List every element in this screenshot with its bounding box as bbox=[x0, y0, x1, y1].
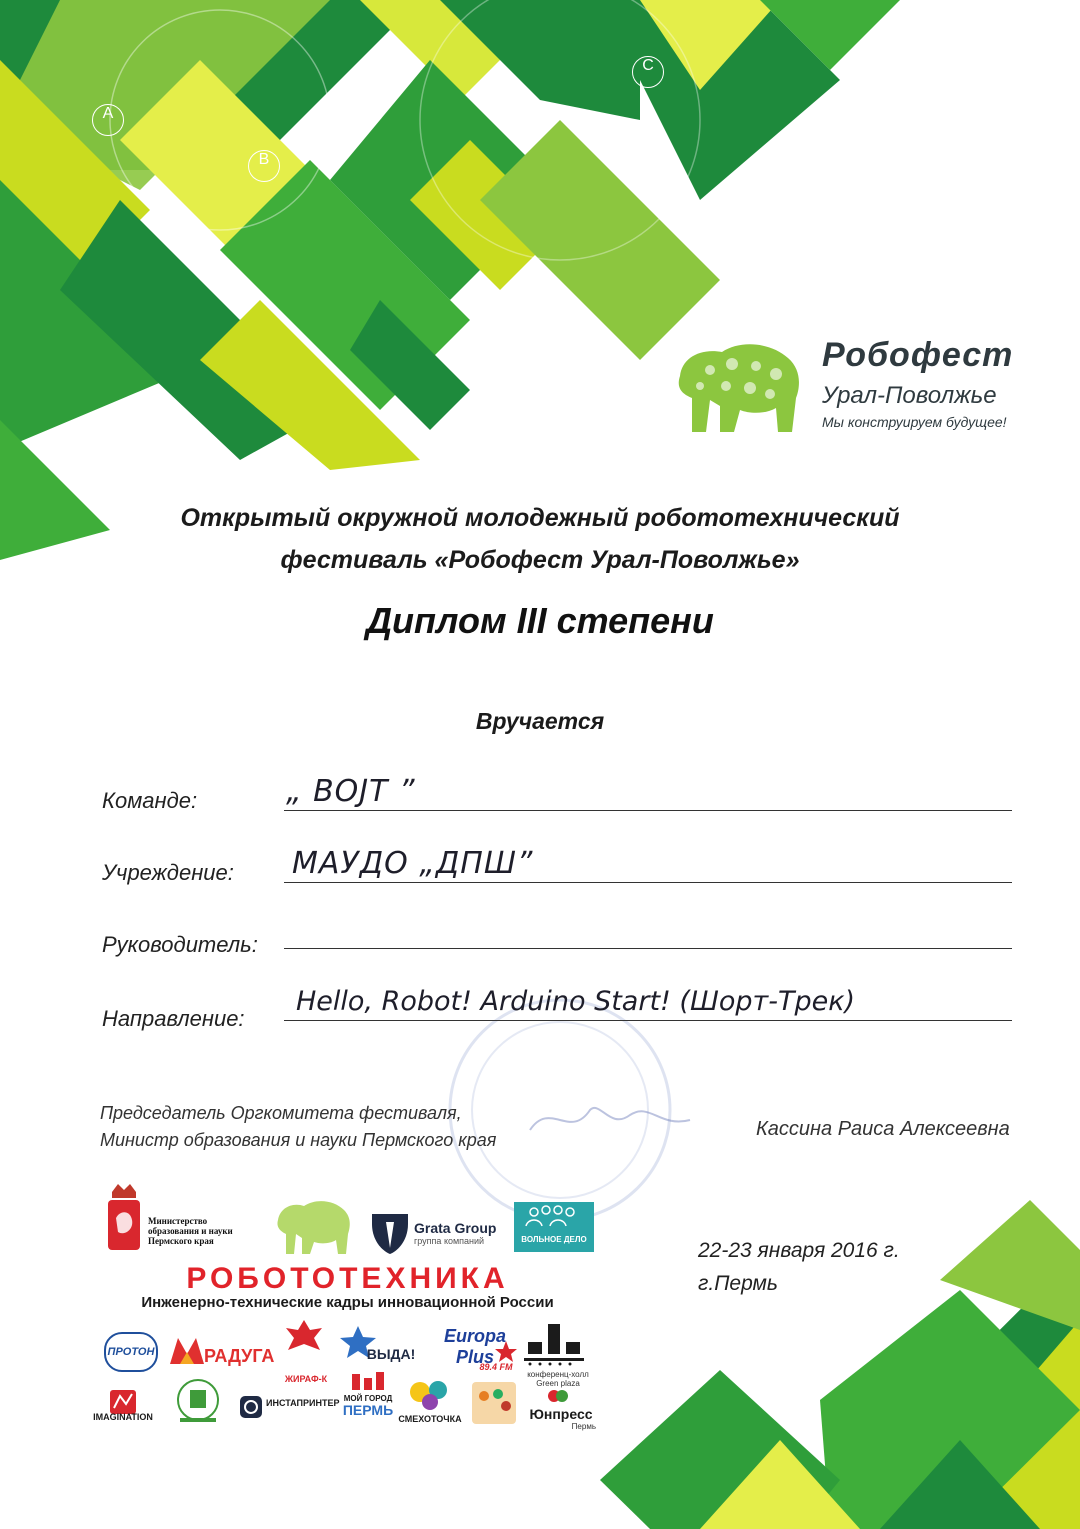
grata-group-icon bbox=[370, 1212, 410, 1256]
giraf-label: ЖИРАФ-К bbox=[284, 1374, 328, 1384]
yunpress-icon bbox=[546, 1386, 570, 1406]
chairman-position bbox=[100, 1100, 496, 1154]
robotics-subtitle: Инженерно-технические кадры инновационной России bbox=[141, 1294, 554, 1311]
logo-tagline: Мы конструируем будущее! bbox=[822, 414, 1007, 430]
europa-frequency: 89.4 FM bbox=[479, 1362, 513, 1372]
direction-label: Направление: bbox=[102, 1006, 245, 1031]
proton-logo: ПРОТОН bbox=[104, 1332, 158, 1372]
logo-title: Робофест bbox=[822, 336, 1014, 374]
decor-letter-b: B bbox=[248, 150, 280, 182]
smehotochka-icon bbox=[408, 1378, 452, 1412]
raduga-icon bbox=[170, 1334, 204, 1364]
school-emblem-icon bbox=[176, 1376, 220, 1426]
institution-label: Учреждение: bbox=[102, 860, 234, 885]
team-value: „ BOJT ” bbox=[286, 774, 416, 809]
robofest-logo bbox=[670, 330, 1030, 440]
bear-icon bbox=[670, 336, 810, 436]
festival-heading-line1: Открытый окружной молодежный робототехнический bbox=[180, 504, 900, 532]
supervisor-line bbox=[284, 948, 1012, 949]
europa-star-icon bbox=[494, 1340, 518, 1364]
festival-heading-line2: фестиваль «Робофест Урал-Поволжье» bbox=[280, 546, 800, 574]
people-icon bbox=[514, 1202, 594, 1230]
awarded-label: Вручается bbox=[475, 708, 605, 734]
europa-plus-logo: Europa Plus bbox=[443, 1326, 506, 1367]
volnoe-delo-label: ВОЛЬНОЕ ДЕЛО bbox=[521, 1235, 587, 1244]
chairman-name: Кассина Раиса Алексеевна bbox=[756, 1118, 1010, 1140]
decor-letter-c: C bbox=[632, 56, 664, 88]
perm-coat-of-arms-icon bbox=[104, 1184, 144, 1254]
ministry-logo-text: Министерство образования и науки Пермского края bbox=[148, 1216, 233, 1246]
direction-line bbox=[284, 1020, 1012, 1021]
green-plaza-building-icon bbox=[524, 1322, 584, 1366]
robotics-logo-text: РОБОТОТЕХНИКА bbox=[186, 1262, 509, 1295]
raduga-label: РАДУГА bbox=[204, 1346, 275, 1366]
perm-label: ПЕРМЬ bbox=[342, 1402, 394, 1418]
grata-group-sub: группа компаний bbox=[414, 1236, 485, 1246]
moy-gorod-label: МОЙ ГОРОД bbox=[343, 1394, 393, 1403]
direction-value: Hello, Robot! Arduino Start! (Шорт-Трек) bbox=[296, 986, 856, 1017]
event-date: 22-23 января 2016 г. bbox=[698, 1239, 900, 1262]
decor-letter-a: A bbox=[92, 104, 124, 136]
supervisor-label: Руководитель: bbox=[102, 932, 258, 957]
children-theatre-icon bbox=[470, 1380, 518, 1426]
giraf-icon bbox=[284, 1318, 324, 1352]
smehotochka-label: СМЕХОТОЧКА bbox=[398, 1414, 462, 1424]
event-city: г.Пермь bbox=[698, 1272, 778, 1295]
team-label: Команде: bbox=[102, 788, 198, 813]
yunpress-sub: Пермь bbox=[571, 1422, 596, 1431]
chairman-position-line1: Председатель Оргкомитета фестиваля, bbox=[100, 1103, 462, 1123]
chairman-position-line2: Министр образования и науки Пермского края bbox=[100, 1130, 497, 1150]
logo-subtitle: Урал-Поволжье bbox=[822, 382, 997, 409]
moy-gorod-icon bbox=[350, 1372, 386, 1392]
event-date-block bbox=[698, 1234, 900, 1300]
institution-value: МАУДО „ДПШ” bbox=[292, 846, 534, 881]
team-line bbox=[284, 810, 1012, 811]
institution-line bbox=[284, 882, 1012, 883]
diploma-title: Диплом III степени bbox=[366, 600, 714, 641]
volnoe-delo-logo bbox=[514, 1202, 594, 1252]
signature-scribble bbox=[520, 1090, 700, 1150]
green-plaza-label: конференц-холл Green plaza bbox=[527, 1370, 589, 1388]
yunpress-label: Юнпресс bbox=[529, 1406, 593, 1422]
grata-group-name: Grata Group bbox=[414, 1220, 497, 1236]
instaprinter-label: ИНСТАПРИНТЕР bbox=[266, 1398, 340, 1408]
robofest-small-bear-icon bbox=[272, 1196, 352, 1256]
imagination-label: IMAGINATION bbox=[93, 1412, 153, 1422]
vpered-label: ВЫДА! bbox=[366, 1346, 416, 1362]
instaprinter-icon bbox=[238, 1394, 264, 1420]
